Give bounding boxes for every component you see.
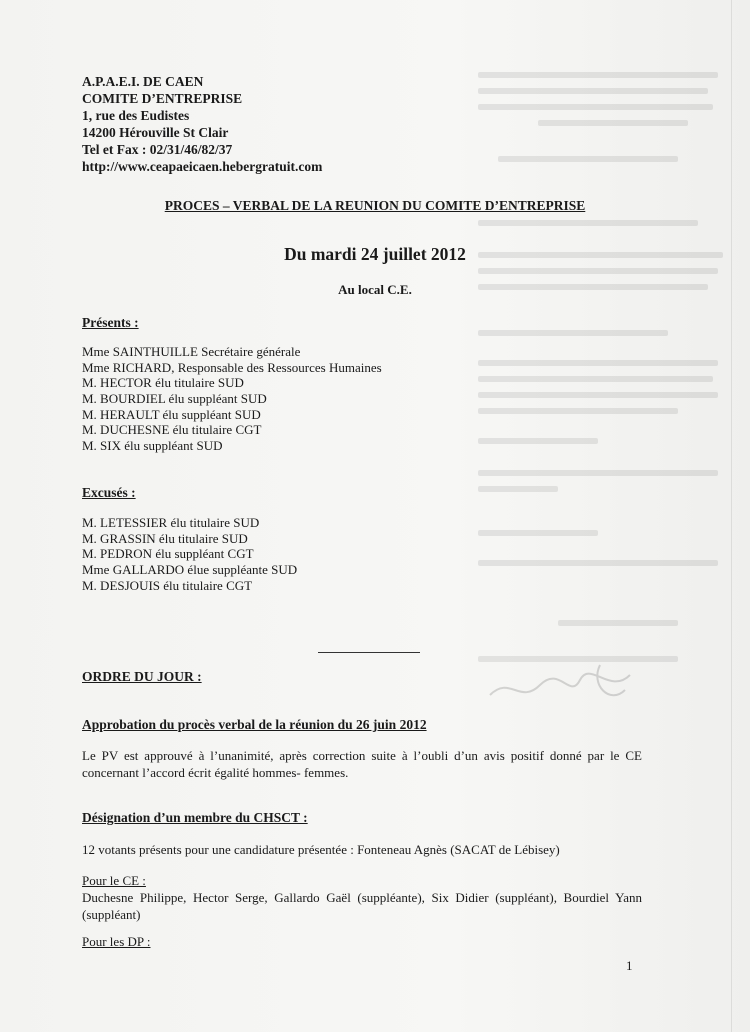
list-item: M. LETESSIER élu titulaire SUD — [82, 515, 260, 530]
excuses-list — [82, 515, 297, 593]
list-item: M. GRASSIN élu titulaire SUD — [82, 530, 248, 546]
list-item: M. PEDRON élu suppléant CGT — [82, 546, 254, 562]
list-item: M. HECTOR élu titulaire SUD — [82, 375, 244, 391]
approval-text: Le PV est approuvé à l’unanimité, après correction suite à l’oubli d’un avis positif donné par le CE concernant l’accord écrit égalité hommes- femmes. — [82, 748, 642, 780]
bleed-through-signature — [480, 655, 640, 710]
meeting-date: Du mardi 24 juillet 2012 — [284, 244, 466, 264]
ce-members: Duchesne Philippe, Hector Serge, Gallardo Gaël (suppléante), Six Didier (suppléant), Bourdiel Yann (suppléant) — [82, 890, 642, 922]
chsct-heading: Désignation d’un membre du CHSCT : — [82, 810, 308, 825]
dp-label: Pour les DP : — [82, 934, 151, 949]
ce-label: Pour le CE : — [82, 873, 146, 888]
list-item: M. SIX élu suppléant SUD — [82, 438, 223, 454]
bleed-through-text — [458, 60, 728, 720]
org-city: 14200 Hérouville St Clair — [82, 125, 229, 140]
list-item: Mme RICHARD, Responsable des Ressources Humaines — [82, 359, 382, 375]
presents-list — [82, 344, 382, 454]
org-department: COMITE D’ENTREPRISE — [82, 91, 243, 106]
section-divider — [318, 652, 420, 653]
agenda-heading: ORDRE DU JOUR : — [82, 669, 202, 684]
org-phone: Tel et Fax : 02/31/46/82/37 — [82, 142, 233, 157]
org-street: 1, rue des Eudistes — [82, 108, 190, 123]
document-title: PROCES – VERBAL DE LA REUNION DU COMITE D’ENTREPRISE — [164, 198, 586, 213]
presents-heading: Présents : — [82, 315, 139, 330]
org-name: A.P.A.E.I. DE CAEN — [82, 74, 204, 89]
excuses-heading: Excusés : — [82, 485, 136, 500]
list-item: M. BOURDIEL élu suppléant SUD — [82, 391, 267, 407]
chsct-text: 12 votants présents pour une candidature présentée : Fonteneau Agnès (SACAT de Lébisey) — [82, 842, 560, 857]
org-website: http://www.ceapaeicaen.hebergratuit.com — [82, 159, 323, 174]
list-item: Mme GALLARDO élue suppléante SUD — [82, 562, 298, 578]
list-item: Mme SAINTHUILLE Secrétaire générale — [82, 344, 301, 359]
page-number: 1 — [626, 958, 633, 973]
list-item: M. HERAULT élu suppléant SUD — [82, 406, 261, 422]
list-item: M. DESJOUIS élu titulaire CGT — [82, 577, 253, 593]
meeting-location: Au local C.E. — [338, 282, 412, 297]
organization-header — [82, 73, 322, 175]
list-item: M. DUCHESNE élu titulaire CGT — [82, 422, 262, 438]
approval-heading: Approbation du procès verbal de la réunion du 26 juin 2012 — [82, 717, 427, 732]
